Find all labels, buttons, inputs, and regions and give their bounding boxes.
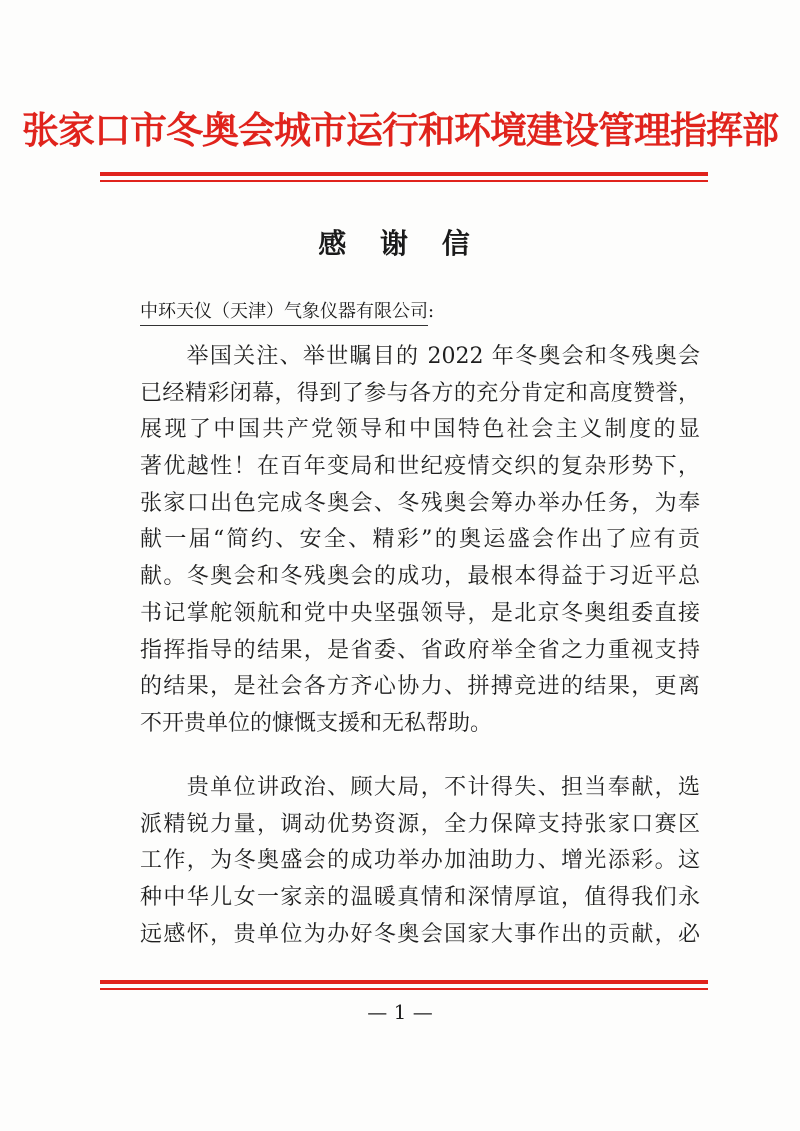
text-line: 书记掌舵领航和党中央坚强领导，是北京冬奥组委直接: [140, 600, 700, 626]
letterhead-rule-thick: [100, 172, 708, 176]
text-line: 著优越性！在百年变局和世纪疫情交织的复杂形势下，: [140, 454, 700, 480]
text-line: 指挥指导的结果，是省委、省政府举全省之力重视支持: [140, 637, 700, 663]
letterhead-organization: 张家口市冬奥会城市运行和环境建设管理指挥部: [22, 108, 778, 152]
text-line: 举国关注、举世瞩目的 2022 年冬奥会和冬残奥会: [140, 344, 700, 369]
text-line: 已经精彩闭幕，得到了参与各方的充分肯定和高度赞誉，: [140, 380, 700, 406]
body-paragraph-1: [140, 339, 700, 743]
text-line: 不开贵单位的慷慨支援和无私帮助。: [140, 710, 493, 736]
footer-rule-thin: [100, 988, 708, 990]
recipient-name: 中环天仪（天津）气象仪器有限公司: [140, 297, 428, 326]
recipient-line: [140, 297, 434, 326]
letter-title: 感 谢 信: [318, 227, 482, 260]
text-line: 贵单位讲政治、顾大局，不计得失、担当奉献，选: [140, 775, 700, 800]
text-line: 的结果，是社会各方齐心协力、拼搏竞进的结果，更离: [140, 674, 700, 700]
page-number: — 1 —: [367, 1000, 433, 1024]
text-line: 远感怀，贵单位为办好冬奥会国家大事作出的贡献，必: [140, 921, 700, 947]
text-line: 工作，为冬奥盛会的成功举办加油助力、增光添彩。这: [140, 848, 700, 874]
text-line: 献一届“简约、安全、精彩”的奥运盛会作出了应有贡: [140, 527, 700, 553]
footer-rule-thick: [100, 980, 708, 984]
text-line: 献。冬奥会和冬残奥会的成功，最根本得益于习近平总: [140, 564, 700, 590]
text-line: 派精锐力量，调动优势资源，全力保障支持张家口赛区: [140, 811, 700, 837]
text-line: 张家口出色完成冬奥会、冬残奥会筹办举办任务，为奉: [140, 490, 700, 516]
letterhead-rule-thin: [100, 180, 708, 182]
body-paragraph-2: [140, 770, 700, 953]
text-line: 种中华儿女一家亲的温暖真情和深情厚谊，值得我们永: [140, 885, 700, 911]
text-line: 展现了中国共产党领导和中国特色社会主义制度的显: [140, 417, 700, 443]
recipient-colon: :: [428, 301, 435, 322]
